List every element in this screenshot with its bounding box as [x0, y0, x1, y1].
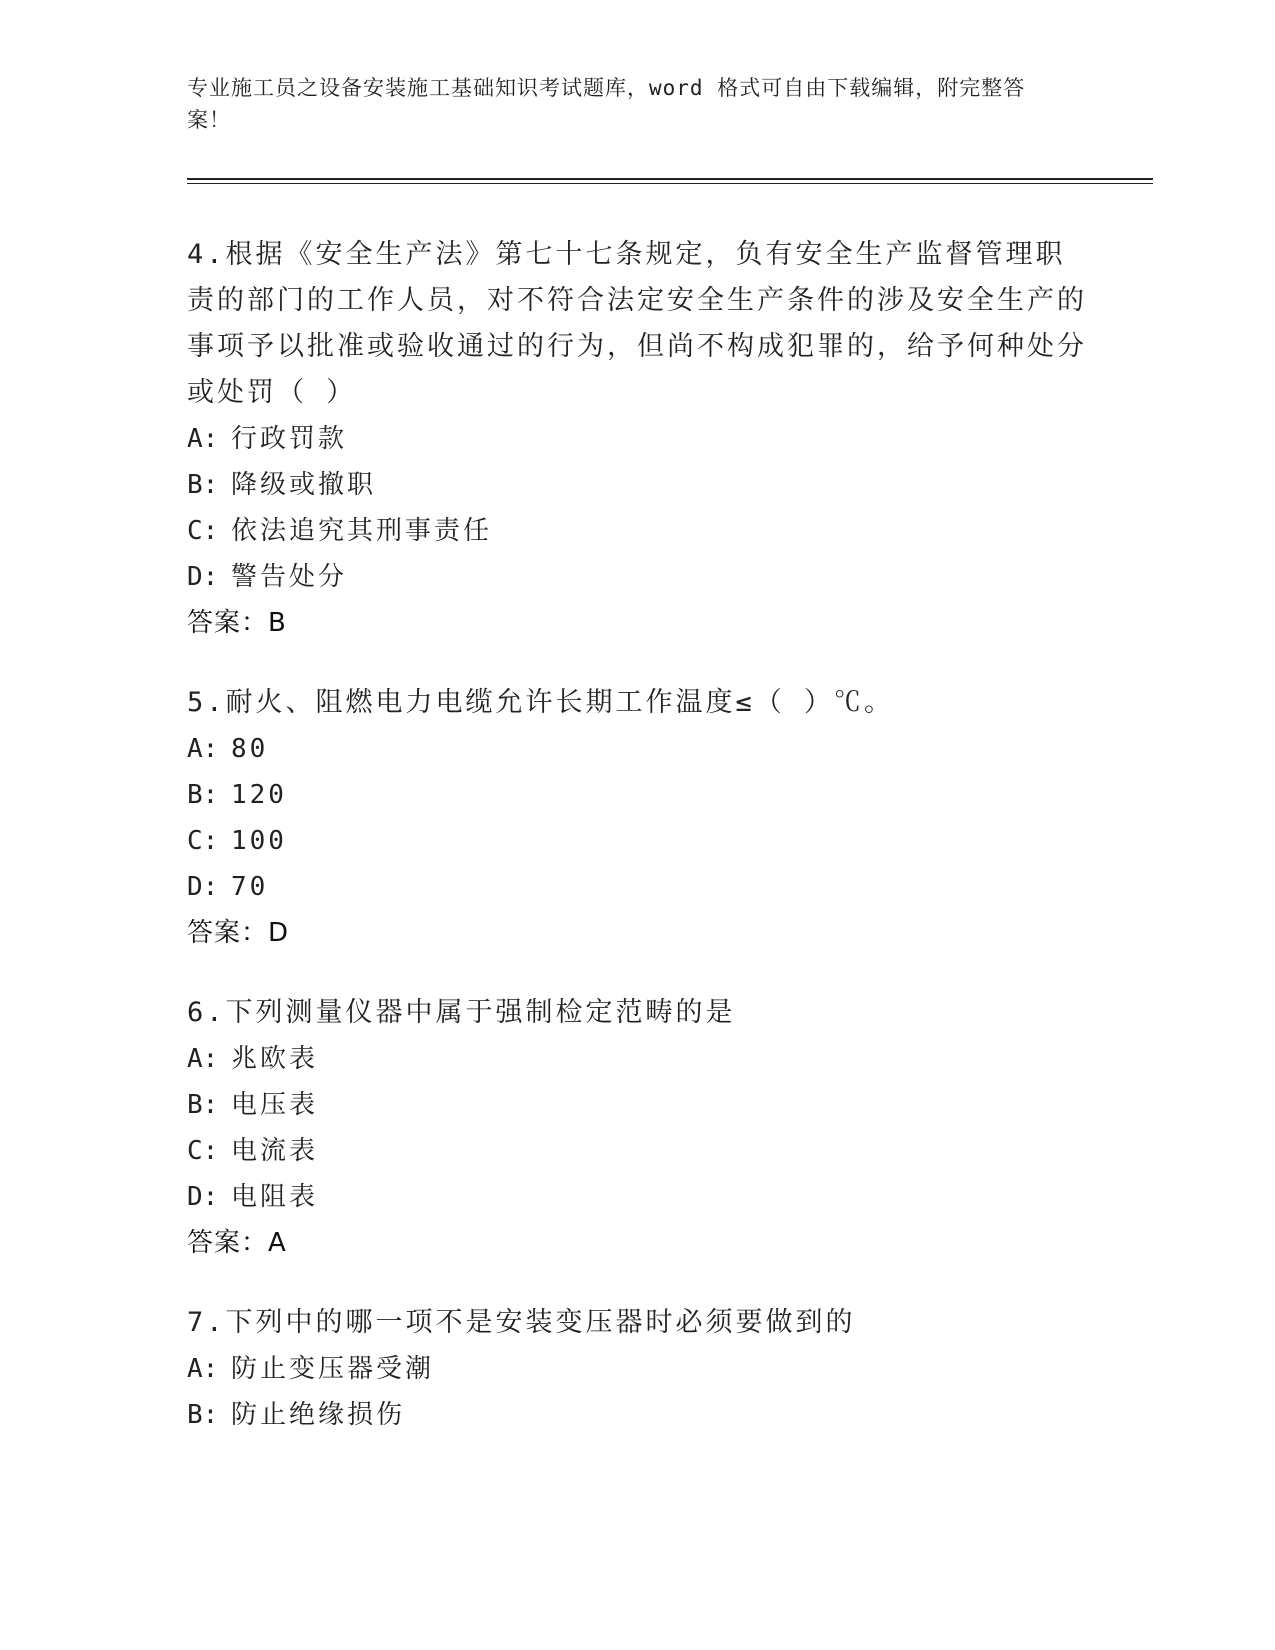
option-a [187, 1346, 1087, 1392]
option-text: 防止变压器受潮 [231, 1354, 435, 1384]
option-text: 兆欧表 [231, 1044, 319, 1074]
option-text: 电阻表 [231, 1182, 319, 1212]
option-key: D: [187, 562, 219, 592]
option-key: D: [187, 872, 219, 902]
option-a [187, 726, 1087, 772]
option-d [187, 864, 1087, 910]
question-stem: 4.根据《安全生产法》第七十七条规定，负有安全生产监督管理职责的部门的工作人员，对不符合法定安全生产条件的涉及安全生产的事项予以批准或验收通过的行为，但尚不构成犯罪的，给予何种处分或处罚（ ） [187, 239, 1087, 408]
option-a [187, 1036, 1087, 1082]
answer-line: 答案：D [187, 918, 290, 948]
option-key: B: [187, 470, 219, 500]
option-c [187, 508, 1087, 554]
question-stem: 7.下列中的哪一项不是安装变压器时必须要做到的 [187, 1307, 856, 1338]
option-key: B: [187, 780, 219, 810]
question-stem: 5.耐火、阻燃电力电缆允许长期工作温度≤（ ）℃。 [187, 687, 895, 718]
option-c [187, 1128, 1087, 1174]
option-key: A: [187, 1044, 219, 1074]
option-key: A: [187, 1354, 219, 1384]
question-4 [187, 232, 1087, 646]
document-header: 专业施工员之设备安装施工基础知识考试题库，word 格式可自由下载编辑，附完整答案！ [187, 76, 1026, 132]
option-text: 70 [231, 872, 269, 902]
option-d [187, 554, 1087, 600]
option-text: 警告处分 [231, 562, 348, 592]
option-key: D: [187, 1182, 219, 1212]
option-key: B: [187, 1090, 219, 1120]
question-7 [187, 1300, 1087, 1438]
option-text: 降级或撤职 [231, 470, 377, 500]
option-b [187, 1392, 1087, 1438]
header-divider-thin [187, 183, 1153, 184]
option-text: 100 [231, 826, 287, 856]
question-stem: 6.下列测量仪器中属于强制检定范畴的是 [187, 997, 736, 1028]
option-key: C: [187, 1136, 219, 1166]
question-list [187, 232, 1087, 1472]
question-6 [187, 990, 1087, 1266]
option-key: B: [187, 1400, 219, 1430]
option-text: 120 [231, 780, 287, 810]
option-a [187, 416, 1087, 462]
option-key: C: [187, 826, 219, 856]
option-b [187, 772, 1087, 818]
header-divider-thick [187, 178, 1153, 180]
option-text: 依法追究其刑事责任 [231, 516, 493, 546]
option-text: 电压表 [231, 1090, 319, 1120]
option-key: A: [187, 424, 219, 454]
option-text: 防止绝缘损伤 [231, 1400, 406, 1430]
option-d [187, 1174, 1087, 1220]
option-key: A: [187, 734, 219, 764]
option-c [187, 818, 1087, 864]
option-b [187, 462, 1087, 508]
answer-line: 答案：B [187, 608, 287, 638]
option-b [187, 1082, 1087, 1128]
option-text: 行政罚款 [231, 424, 348, 454]
option-key: C: [187, 516, 219, 546]
option-text: 80 [231, 734, 269, 764]
question-5 [187, 680, 1087, 956]
answer-line: 答案：A [187, 1228, 287, 1258]
option-text: 电流表 [231, 1136, 319, 1166]
